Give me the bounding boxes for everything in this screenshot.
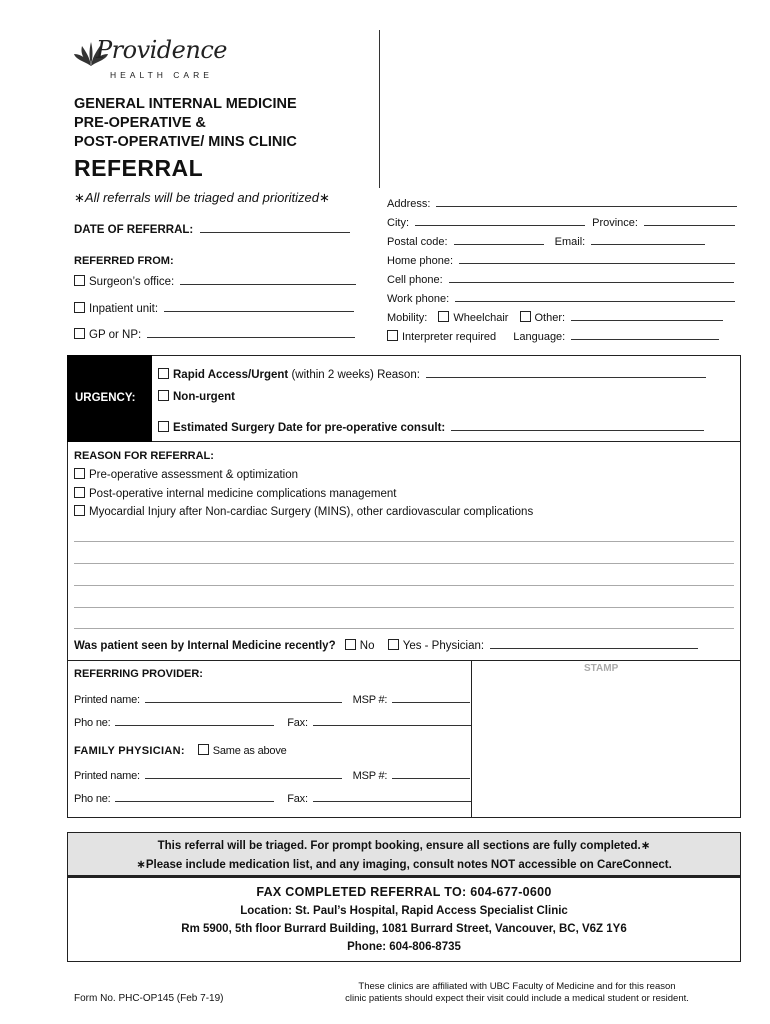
mobility-row: Mobility: Wheelchair Other:	[387, 310, 723, 324]
surgery-date-row: Estimated Surgery Date for pre-operative consult:	[158, 420, 704, 434]
surgeon-office-row: Surgeon’s office:	[74, 274, 356, 288]
inpatient-unit-row: Inpatient unit:	[74, 301, 354, 315]
stamp-label: STAMP	[584, 663, 619, 674]
reason-preop-checkbox[interactable]	[74, 468, 85, 479]
surgery-date-checkbox[interactable]	[158, 421, 169, 432]
clinic-address: Rm 5900, 5th floor Burrard Building, 1081 Burrard Street, Vancouver, BC, V6Z 1Y6	[181, 923, 627, 935]
notes-line-4[interactable]	[74, 607, 734, 608]
form-number: Form No. PHC-OP145 (Feb 7-19)	[74, 993, 224, 1004]
affiliation-line1: These clinics are affiliated with UBC Faculty of Medicine and for this reason	[358, 981, 676, 992]
clinic-location: Location: St. Paul’s Hospital, Rapid Access Specialist Clinic	[240, 905, 568, 917]
referring-msp-field[interactable]	[392, 692, 470, 703]
mobility-other-checkbox[interactable]	[520, 311, 531, 322]
notes-line-3[interactable]	[74, 585, 734, 586]
notice-line1: This referral will be triaged. For prompt booking, ensure all sections are fully completed.∗	[157, 840, 651, 852]
postal-code-field[interactable]	[454, 234, 544, 245]
non-urgent-row: Non-urgent	[158, 390, 235, 403]
clinic-title-line3: POST-OPERATIVE/ MINS CLINIC	[74, 134, 297, 150]
fax-box	[67, 876, 741, 962]
seen-physician-field[interactable]	[490, 638, 698, 649]
clinic-phone: Phone: 604-806-8735	[347, 941, 461, 953]
city-province-row: City: Province:	[387, 215, 735, 229]
family-printed-name-field[interactable]	[145, 768, 342, 779]
urgency-label-cell	[67, 355, 152, 442]
triage-note: ∗All referrals will be triaged and prioritized∗	[74, 190, 330, 205]
date-of-referral-row: DATE OF REFERRAL:	[74, 222, 350, 236]
reason-mins-checkbox[interactable]	[74, 505, 85, 516]
referring-phone-field[interactable]	[115, 715, 274, 726]
province-field[interactable]	[644, 215, 735, 226]
gp-np-checkbox[interactable]	[74, 328, 85, 339]
interpreter-checkbox[interactable]	[387, 330, 398, 341]
family-phone-field[interactable]	[115, 791, 274, 802]
notice-box	[67, 832, 741, 876]
address-row: Address:	[387, 196, 737, 210]
wheelchair-checkbox[interactable]	[438, 311, 449, 322]
family-physician-heading: FAMILY PHYSICIAN:	[74, 745, 185, 757]
cell-phone-field[interactable]	[449, 272, 734, 283]
rapid-access-checkbox[interactable]	[158, 368, 169, 379]
logo-subtitle: HEALTH CARE	[110, 70, 213, 80]
seen-no-checkbox[interactable]	[345, 639, 356, 650]
referring-phone-row: Pho ne: Fax:	[74, 715, 471, 729]
work-phone-row: Work phone:	[387, 291, 735, 305]
same-as-above-checkbox[interactable]	[198, 744, 209, 755]
gp-np-field[interactable]	[147, 327, 355, 338]
rapid-access-reason-field[interactable]	[426, 367, 706, 378]
family-printed-name-row: Printed name: MSP #:	[74, 768, 470, 782]
urgency-label: URGENCY:	[75, 392, 136, 404]
clinic-title-line1: GENERAL INTERNAL MEDICINE	[74, 96, 297, 112]
notice-line2: ∗Please include medication list, and any imaging, consult notes NOT accessible on CareConnect.	[136, 859, 672, 871]
reason-option-postop: Post-operative internal medicine complications management	[74, 487, 396, 500]
family-msp-field[interactable]	[392, 768, 470, 779]
clinic-title-line2: PRE-OPERATIVE &	[74, 115, 206, 131]
work-phone-field[interactable]	[455, 291, 735, 302]
inpatient-unit-checkbox[interactable]	[74, 302, 85, 313]
language-field[interactable]	[571, 329, 719, 340]
family-fax-field[interactable]	[313, 791, 471, 802]
family-phone-row: Pho ne: Fax:	[74, 791, 471, 805]
header-divider	[379, 30, 380, 188]
referral-heading: REFERRAL	[74, 155, 204, 181]
gp-np-row: GP or NP:	[74, 327, 355, 341]
fax-number: FAX COMPLETED REFERRAL TO: 604-677-0600	[256, 885, 552, 899]
reason-postop-checkbox[interactable]	[74, 487, 85, 498]
referred-from-heading: REFERRED FROM:	[74, 255, 174, 267]
affiliation-line2: clinic patients should expect their visit could include a medical student or resident.	[345, 993, 689, 1004]
reason-option-mins: Myocardial Injury after Non-cardiac Surgery (MINS), other cardiovascular complications	[74, 505, 533, 518]
referring-fax-field[interactable]	[313, 715, 471, 726]
postal-email-row: Postal code: Email:	[387, 234, 705, 248]
surgeon-office-field[interactable]	[180, 274, 356, 285]
interpreter-row: Interpreter required Language:	[387, 329, 719, 343]
surgery-date-field[interactable]	[451, 420, 704, 431]
stamp-divider	[471, 660, 472, 818]
date-of-referral-field[interactable]	[200, 222, 350, 233]
city-field[interactable]	[415, 215, 585, 226]
mobility-other-field[interactable]	[571, 310, 723, 321]
logo-brand: Providence	[96, 36, 227, 64]
notes-line-2[interactable]	[74, 563, 734, 564]
seen-recently-row: Was patient seen by Internal Medicine recently? No Yes - Physician:	[74, 638, 698, 652]
provider-divider	[67, 660, 741, 661]
family-physician-row: FAMILY PHYSICIAN: Same as above	[74, 745, 287, 757]
providence-logo	[74, 34, 227, 84]
notes-line-1[interactable]	[74, 541, 734, 542]
notes-line-5[interactable]	[74, 628, 734, 629]
cell-phone-row: Cell phone:	[387, 272, 734, 286]
home-phone-field[interactable]	[459, 253, 735, 264]
surgeon-office-checkbox[interactable]	[74, 275, 85, 286]
email-field[interactable]	[591, 234, 705, 245]
referring-provider-heading: REFERRING PROVIDER:	[74, 668, 203, 680]
home-phone-row: Home phone:	[387, 253, 735, 267]
reason-heading: REASON FOR REFERRAL:	[74, 450, 214, 462]
referring-printed-name-row: Printed name: MSP #:	[74, 692, 470, 706]
seen-yes-checkbox[interactable]	[388, 639, 399, 650]
rapid-access-row: Rapid Access/Urgent (within 2 weeks) Reason:	[158, 367, 706, 381]
referring-printed-name-field[interactable]	[145, 692, 342, 703]
non-urgent-checkbox[interactable]	[158, 390, 169, 401]
address-field[interactable]	[436, 196, 737, 207]
reason-option-preop: Pre-operative assessment & optimization	[74, 468, 298, 481]
inpatient-unit-field[interactable]	[164, 301, 354, 312]
